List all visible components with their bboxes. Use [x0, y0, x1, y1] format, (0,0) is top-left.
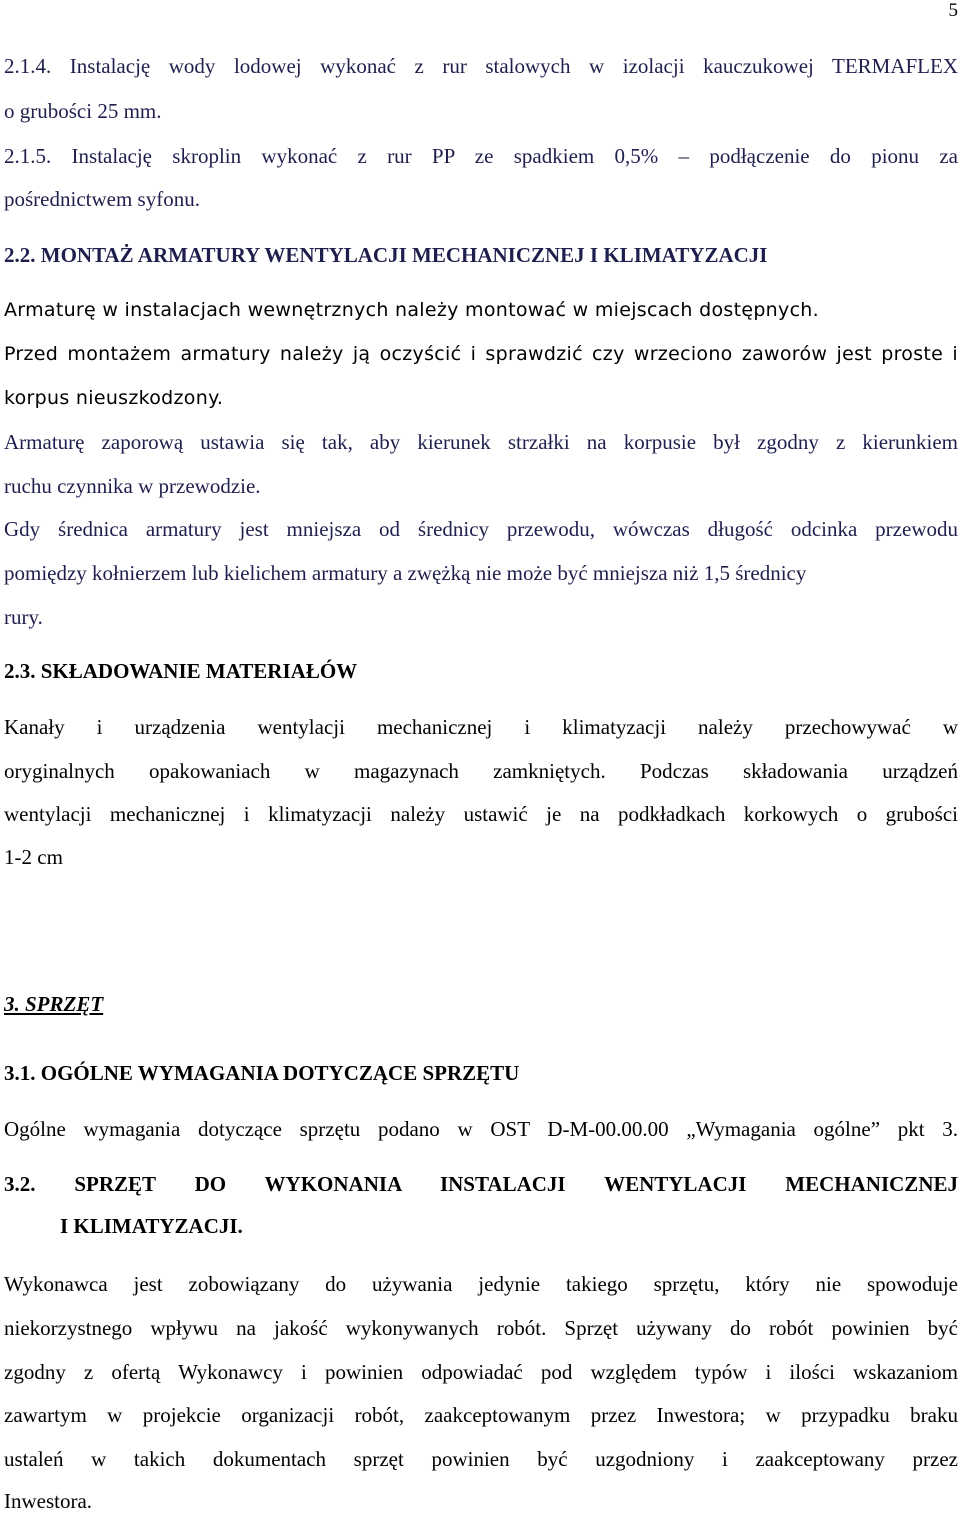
section-heading: 2.2. MONTAŻ ARMATURY WENTYLACJI MECHANICZNEJ I KLIMATYZACJI [4, 243, 768, 267]
text-line: Ogólne wymagania dotyczące sprzętu podano w OST D-M-00.00.00 „Wymagania ogólne” pkt 3. [4, 1117, 958, 1141]
text-line: ruchu czynnika w przewodzie. [4, 474, 261, 498]
section-heading: 2.3. SKŁADOWANIE MATERIAŁÓW [4, 659, 358, 683]
text-line: Przed montażem armatury należy ją oczyścić i sprawdzić czy wrzeciono zaworów jest proste i [4, 343, 958, 365]
text-line: Armaturę zaporową ustawia się tak, aby kierunek strzałki na korpusie był zgodny z kierunkiem [4, 430, 958, 454]
section-heading-cont: I KLIMATYZACJI. [60, 1214, 243, 1238]
text-line: Wykonawca jest zobowiązany do używania jedynie takiego sprzętu, który nie spowoduje [4, 1272, 958, 1296]
text-line: Kanały i urządzenia wentylacji mechanicznej i klimatyzacji należy przechowywać w [4, 715, 958, 739]
text-line: ustaleń w takich dokumentach sprzęt powinien być uzgodniony i zaakceptowany przez [4, 1447, 958, 1471]
text-line: korpus nieuszkodzony. [4, 387, 224, 409]
text-line: zgodny z ofertą Wykonawcy i powinien odpowiadać pod względem typów i ilości wskazaniom [4, 1360, 958, 1384]
text-line: 1-2 cm [4, 845, 63, 869]
text-line: wentylacji mechanicznej i klimatyzacji należy ustawić je na podkładkach korkowych o grubości [4, 802, 958, 826]
text-line: pośrednictwem syfonu. [4, 187, 200, 211]
page-number: 5 [948, 0, 958, 21]
text-line: o grubości 25 mm. [4, 99, 162, 123]
section-heading: 3.1. OGÓLNE WYMAGANIA DOTYCZĄCE SPRZĘTU [4, 1061, 520, 1085]
text-line: 2.1.5. Instalację skroplin wykonać z rur PP ze spadkiem 0,5% – podłączenie do pionu za [4, 144, 958, 168]
text-line: niekorzystnego wpływu na jakość wykonywanych robót. Sprzęt używany do robót powinien być [4, 1316, 958, 1340]
text-line: Inwestora. [4, 1489, 93, 1513]
chapter-heading: 3. SPRZĘT [4, 992, 104, 1016]
text-line: rury. [4, 605, 43, 629]
text-line: 2.1.4. Instalację wody lodowej wykonać z rur stalowych w izolacji kauczukowej TERMAFLEX [4, 54, 958, 78]
text-line: pomiędzy kołnierzem lub kielichem armatury a zwężką nie może być mniejsza niż 1,5 średnicy [4, 561, 807, 585]
text-line: Armaturę w instalacjach wewnętrznych należy montować w miejscach dostępnych. [4, 299, 819, 321]
section-heading: 3.2. SPRZĘT DO WYKONANIA INSTALACJI WENTYLACJI MECHANICZNEJ [4, 1172, 958, 1196]
text-line: Gdy średnica armatury jest mniejsza od średnicy przewodu, wówczas długość odcinka przewodu [4, 517, 958, 541]
text-line: oryginalnych opakowaniach w magazynach zamkniętych. Podczas składowania urządzeń [4, 759, 958, 783]
text-line: zawartym w projekcie organizacji robót, zaakceptowanym przez Inwestora; w przypadku braku [4, 1403, 958, 1427]
